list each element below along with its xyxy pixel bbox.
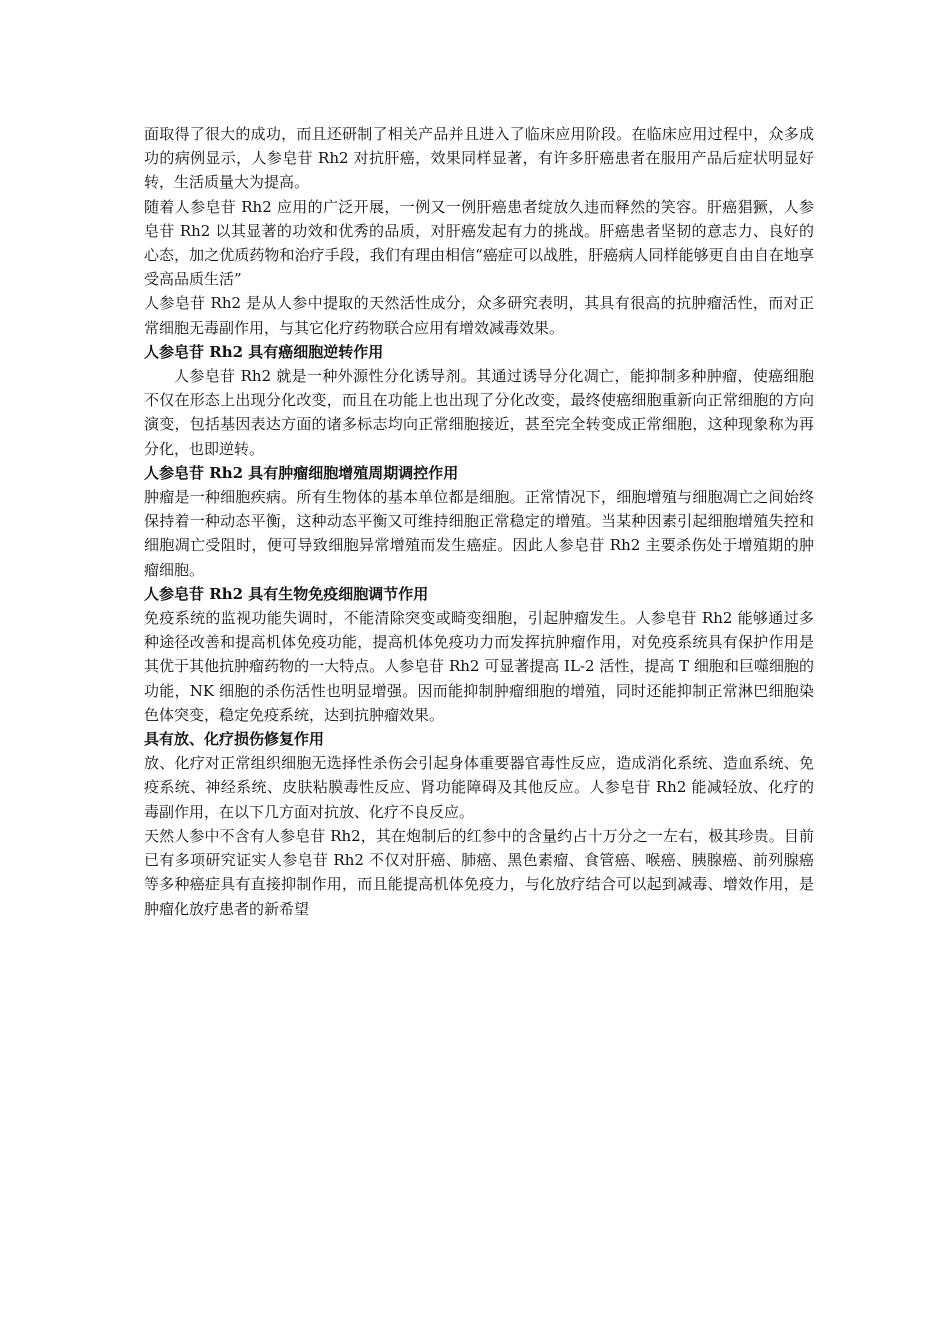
heading-reversal-effect: 人参皂苷 Rh2 具有癌细胞逆转作用 [144, 342, 384, 361]
document-body [144, 122, 814, 921]
heading-immune-regulation: 人参皂苷 Rh2 具有生物免疫细胞调节作用 [144, 584, 429, 603]
heading-cell-cycle-regulation: 人参皂苷 Rh2 具有肿瘤细胞增殖周期调控作用 [144, 463, 459, 482]
paragraph-cell-cycle-regulation: 肿瘤是一种细胞疾病。所有生物体的基本单位都是细胞。正常情况下，细胞增殖与细胞凋亡之间始终保持着一种动态平衡，这种动态平衡又可维持细胞正常稳定的增殖。当某种因素引起细胞增殖失控和细胞凋亡受阻时，便可导致细胞异常增殖而发生癌症。因此人参皂苷 Rh2 主要杀伤处于增殖期的肿瘤细胞。 [144, 488, 814, 579]
paragraph-rh2-intro: 人参皂苷 Rh2 是从人参中提取的天然活性成分，众多研究表明，其具有很高的抗肿瘤活性，而对正常细胞无毒副作用，与其它化疗药物联合应用有增效减毒效果。 [144, 294, 814, 337]
paragraph-patient-hope: 随着人参皂苷 Rh2 应用的广泛开展，一例又一例肝癌患者绽放久违而释然的笑容。肝癌猖獗，人参皂苷 Rh2 以其显著的功效和优秀的品质，对肝癌发起有力的挑战。肝癌患者坚韧的意志力、良好的心态，加之优质药物和治疗手段，我们有理由相信“癌症可以战胜，肝癌病人同样能够更自由自在地享受高品质生活” [144, 197, 814, 289]
heading-chemo-repair: 具有放、化疗损伤修复作用 [144, 730, 325, 749]
paragraph-immune-regulation: 免疫系统的监视功能失调时，不能清除突变或畸变细胞，引起肿瘤发生。人参皂苷 Rh2 能够通过多种途径改善和提高机体免疫功能，提高机体免疫功力而发挥抗肿瘤作用，对免疫系统具有保护作用是其优于其他抗肿瘤药物的一大特点。人参皂苷 Rh2 可显著提高 IL-2 活性，提高 T 细胞和巨噬细胞的功能，NK 细胞的杀伤活性也明显增强。因而能抑制肿瘤细胞的增殖，同时还能抑制正常淋巴细胞染色体突变，稳定免疫系统，达到抗肿瘤效果。 [144, 609, 814, 724]
paragraph-reversal-effect: 人参皂苷 Rh2 就是一种外源性分化诱导剂。其通过诱导分化凋亡，能抑制多种肿瘤，使癌细胞不仅在形态上出现分化改变，而且在功能上也出现了分化改变，最终使癌细胞重新向正常细胞的方向演变，包括基因表达方面的诸多标志均向正常细胞接近，甚至完全转变成正常细胞，这种现象称为再分化，也即逆转。 [144, 367, 814, 458]
paragraph-chemo-repair: 放、化疗对正常组织细胞无选择性杀伤会引起身体重要器官毒性反应，造成消化系统、造血系统、免疫系统、神经系统、皮肤粘膜毒性反应、肾功能障碍及其他反应。人参皂苷 Rh2 能减轻放、化疗的毒副作用，在以下几方面对抗放、化疗不良反应。 [144, 754, 814, 821]
paragraph-natural-ginseng: 天然人参中不含有人参皂苷 Rh2，其在炮制后的红参中的含量约占十万分之一左右，极其珍贵。目前已有多项研究证实人参皂苷 Rh2 不仅对肝癌、肺癌、黑色素瘤、食管癌、喉癌、胰腺癌、前列腺癌等多种癌症具有直接抑制作用，而且能提高机体免疫力，与化放疗结合可以起到减毒、增效作用，是肿瘤化放疗患者的新希望 [144, 826, 814, 918]
paragraph-liver-cancer-clinical: 面取得了很大的成功，而且还研制了相关产品并且进入了临床应用阶段。在临床应用过程中，众多成功的病例显示，人参皂苷 Rh2 对抗肝癌，效果同样显著，有许多肝癌患者在服用产品后症状明显好转，生活质量大为提高。 [144, 125, 814, 192]
